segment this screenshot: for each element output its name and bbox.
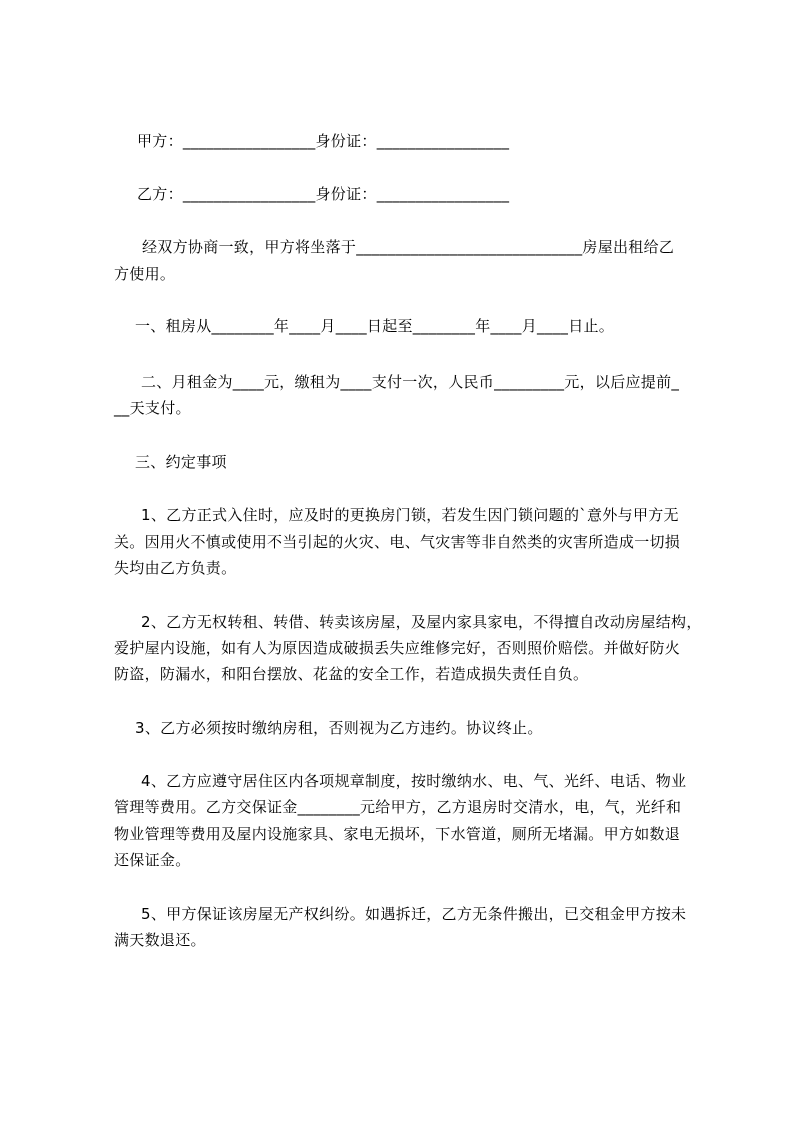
item-4-line-2: 管理等费用。乙方交保证金________元给甲方，乙方退房时交清水，电，气，光纤和 [114, 798, 682, 816]
item-2-line-2: 爱护屋内设施，如有人为原因造成破损丢失应维修完好，否则照价赔偿。并做好防火 [114, 639, 681, 657]
section-2-line-2: __天支付。 [114, 399, 191, 417]
section-3-title: 三、约定事项 [135, 453, 227, 471]
section-2-line-1: 二、月租金为____元，缴租为____支付一次，人民币_________元，以后应提前_ [141, 373, 680, 391]
party-b-line: 乙方：_________________身份证：_________________ [137, 185, 510, 203]
item-5-line-2: 满天数退还。 [114, 931, 206, 949]
item-5-line-1: 5、甲方保证该房屋无产权纠纷。如遇拆迁，乙方无条件搬出，已交租金甲方按未 [141, 905, 687, 923]
item-4-line-3: 物业管理等费用及屋内设施家具、家电无损坏，下水管道，厕所无堵漏。甲方如数退 [114, 825, 681, 843]
item-2-line-3: 防盗，防漏水，和阳台摆放、花盆的安全工作，若造成损失责任自负。 [114, 665, 589, 683]
item-3-line: 3、乙方必须按时缴纳房租，否则视为乙方违约。协议终止。 [135, 719, 543, 737]
item-1-line-3: 失均由乙方负责。 [114, 559, 237, 577]
intro-line-2: 方使用。 [114, 265, 176, 283]
item-2-line-1: 2、乙方无权转租、转借、转卖该房屋，及屋内家具家电，不得擅自改动房屋结构， [141, 613, 702, 631]
intro-line-1: 经双方协商一致，甲方将坐落于_____________________________房屋出租给乙 [142, 238, 675, 256]
item-4-line-1: 4、乙方应遵守居住区内各项规章制度，按时缴纳水、电、气、光纤、电话、物业 [141, 772, 687, 790]
item-1-line-2: 关。因用火不慎或使用不当引起的火灾、电、气灾害等非自然类的灾害所造成一切损 [114, 533, 681, 551]
item-1-line-1: 1、乙方正式入住时，应及时的更换房门锁，若发生因门锁问题的`意外与甲方无 [141, 506, 679, 524]
party-a-line: 甲方：_________________身份证：_________________ [137, 132, 510, 150]
item-4-line-4: 还保证金。 [114, 851, 191, 869]
section-1-line: 一、租房从________年____月____日起至________年____月____日止。 [135, 317, 615, 335]
